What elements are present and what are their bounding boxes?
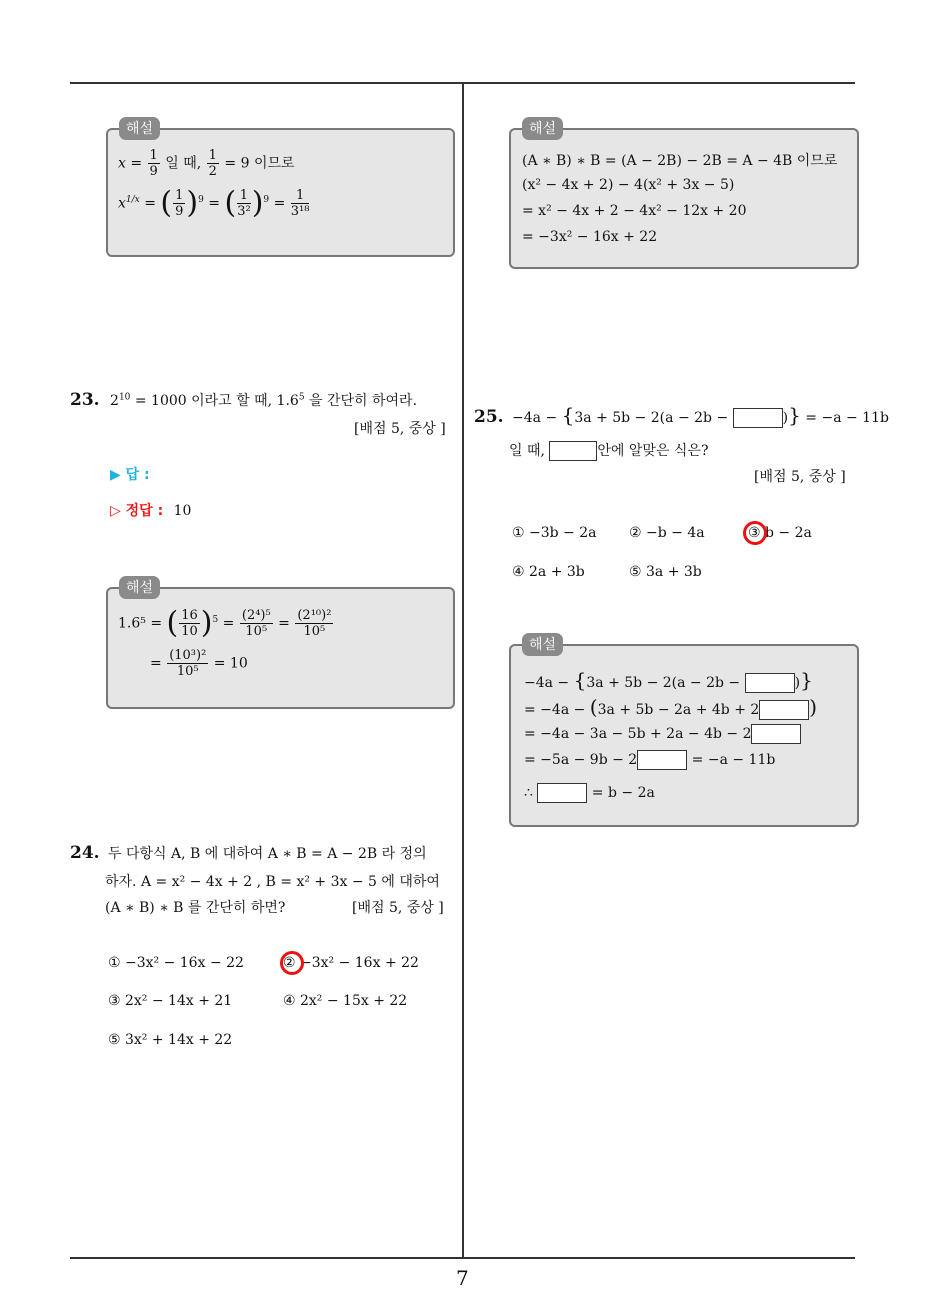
question-25: 25. −4a − {3a + 5b − 2(a − 2b − )} = −a − 11b <box>474 403 889 427</box>
choice-3[interactable]: ③ b − 2a <box>748 525 812 541</box>
solution-tag: 해설 <box>119 117 160 140</box>
solution-22-line2: $x^{1/x}$ = ( $\frac{1}{9}$ )$^9$ = ( $\frac{1}{\text{3²}}$ )$^9$ = $\frac{1}{\text{3¹⁸}}$ <box>118 185 310 221</box>
selected-answer-mark <box>743 521 767 545</box>
solution-24-line2: (x² − 4x + 2) − 4(x² + 3x − 5) <box>522 177 735 193</box>
blank-box <box>537 783 587 803</box>
choice-5[interactable]: ⑤ 3a + 3b <box>629 564 702 580</box>
blank-box <box>745 673 795 693</box>
solution-24-line1: (A ∗ B) ∗ B = (A − 2B) − 2B = A − 4B 이므로 <box>522 153 838 169</box>
blank-box <box>751 724 801 744</box>
column-divider <box>462 84 464 1258</box>
question-24-line3: (A ∗ B) ∗ B 를 간단히 하면? <box>105 900 286 916</box>
choice-1[interactable]: ① −3x² − 16x − 22 <box>108 955 244 971</box>
blank-box <box>637 750 687 770</box>
question-23: 23. $2^{10} = 1000$ 이라고 할 때, $1.6^5$ 을 간단히 하여라. <box>70 390 418 410</box>
choice-2[interactable]: ② −3x² − 16x + 22 <box>283 955 419 971</box>
solution-25-line5: ∴ = b − 2a <box>524 785 655 801</box>
solution-tag: 해설 <box>522 117 563 140</box>
question-25-line2: 일 때, 안에 알맞은 식은? <box>509 443 709 459</box>
solution-23-line2: = $\frac{\text{(10³)²}}{\text{10⁵}}$ = 10 <box>150 648 248 679</box>
solution-tag: 해설 <box>522 633 563 656</box>
question-24-line2: 하자. A = x² − 4x + 2 , B = x² + 3x − 5 에 대하여 <box>105 874 440 890</box>
question-25-score: [배점 5, 중상 ] <box>754 469 846 485</box>
blank-box <box>759 700 809 720</box>
question-number: 23. <box>70 390 100 410</box>
blank-box <box>733 408 783 428</box>
solution-25-line3: = −4a − 3a − 5b + 2a − 4b − 2 <box>524 724 801 744</box>
selected-answer-mark <box>280 951 304 975</box>
blank-box <box>549 441 597 461</box>
page-number: 7 <box>456 1266 469 1290</box>
answer-label: ▶ 답 : <box>110 467 150 483</box>
solution-24-line3: = x² − 4x + 2 − 4x² − 12x + 20 <box>522 203 747 219</box>
question-24-score: [배점 5, 중상 ] <box>352 900 444 916</box>
solution-22-line1: x = $\frac{1}{9}$ 일 때, $\frac{1}{2}$ = 9 이므로 <box>118 148 295 179</box>
question-24: 24. 두 다항식 A, B 에 대하여 A ∗ B = A − 2B 라 정의 <box>70 843 427 863</box>
solution-25-line2: = −4a − (3a + 5b − 2a + 4b + 2 ) <box>524 695 818 719</box>
solution-25-line1: −4a − {3a + 5b − 2(a − 2b − )} <box>524 668 813 692</box>
choice-1[interactable]: ① −3b − 2a <box>512 525 597 541</box>
question-23-score: [배점 5, 중상 ] <box>354 421 446 437</box>
bottom-rule <box>70 1257 855 1259</box>
solution-tag: 해설 <box>119 576 160 599</box>
solution-24-line4: = −3x² − 16x + 22 <box>522 229 658 245</box>
choice-4[interactable]: ④ 2x² − 15x + 22 <box>283 993 408 1009</box>
choice-3[interactable]: ③ 2x² − 14x + 21 <box>108 993 233 1009</box>
choice-2[interactable]: ② −b − 4a <box>629 525 705 541</box>
solution-23-line1: 1.6⁵ = ( $\frac{16}{10}$ )$^5$ = $\frac{\text{(2⁴)⁵}}{\text{10⁵}}$ = $\frac{\text{(2¹⁰)²}}{\text{10⁵}}$ <box>118 605 332 641</box>
choice-5[interactable]: ⑤ 3x² + 14x + 22 <box>108 1032 233 1048</box>
correct-answer: ▷ 정답 : 10 <box>110 503 192 519</box>
choice-4[interactable]: ④ 2a + 3b <box>512 564 585 580</box>
solution-25-line4: = −5a − 9b − 2 = −a − 11b <box>524 752 776 768</box>
